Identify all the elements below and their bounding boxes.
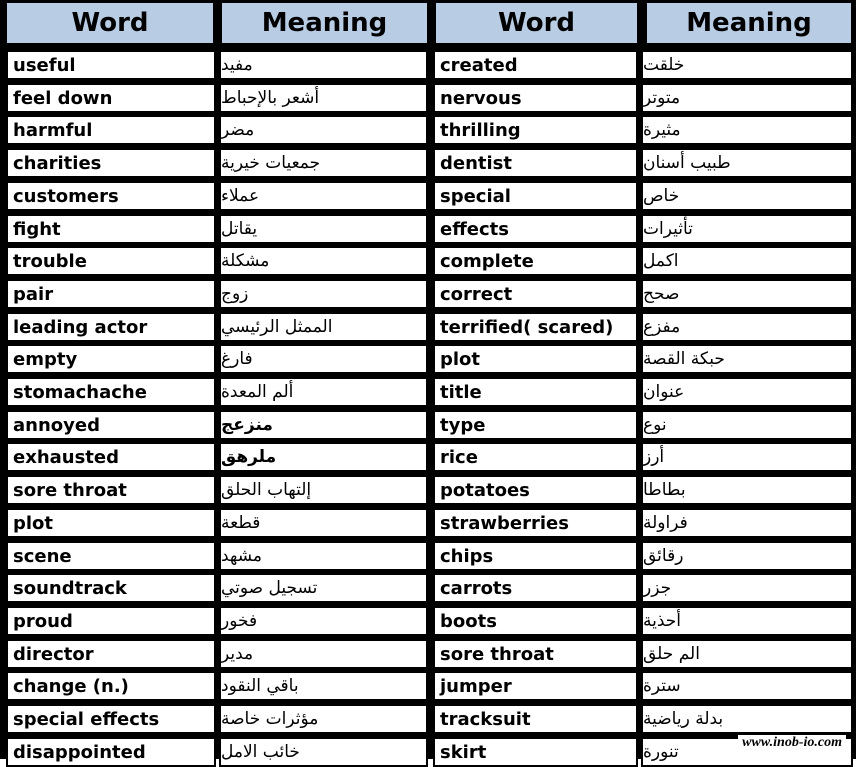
word-cell: dentist <box>433 148 638 178</box>
word-cell: sore throat <box>433 639 638 669</box>
meaning-cell: إلتهاب الحلق <box>219 475 428 505</box>
word-cell: change (n.) <box>6 671 216 701</box>
meaning-cell: مشهد <box>219 541 428 571</box>
meaning-cell: بطاطا <box>641 475 853 505</box>
word-cell: leading actor <box>6 312 216 342</box>
word-cell: harmful <box>6 115 216 145</box>
word-cell: scene <box>6 541 216 571</box>
word-cell: charities <box>6 148 216 178</box>
header-word-right: Word <box>433 0 640 46</box>
meaning-cell: مفزع <box>641 312 853 342</box>
meaning-cell: تسجيل صوتي <box>219 573 428 603</box>
meaning-cell: سترة <box>641 671 853 701</box>
meaning-cell: رقائق <box>641 541 853 571</box>
word-cell: boots <box>433 606 638 636</box>
meaning-cell: بدلة رياضية <box>641 704 853 734</box>
meaning-cell: باقي النقود <box>219 671 428 701</box>
meaning-cell: عنوان <box>641 377 853 407</box>
word-cell: disappointed <box>6 737 216 767</box>
word-cell: feel down <box>6 83 216 113</box>
meaning-cell: مشكلة <box>219 246 428 276</box>
word-cell: created <box>433 50 638 80</box>
meaning-cell: مدير <box>219 639 428 669</box>
word-cell: fight <box>6 214 216 244</box>
meaning-cell: أحذية <box>641 606 853 636</box>
meaning-cell: قطعة <box>219 508 428 538</box>
word-cell: exhausted <box>6 442 216 472</box>
watermark: www.inob-io.com <box>738 735 846 751</box>
word-cell: chips <box>433 541 638 571</box>
word-cell: proud <box>6 606 216 636</box>
word-cell: skirt <box>433 737 638 767</box>
word-cell: plot <box>433 344 638 374</box>
word-cell: jumper <box>433 671 638 701</box>
meaning-cell: أرز <box>641 442 853 472</box>
word-cell: carrots <box>433 573 638 603</box>
header-meaning-right: Meaning <box>644 0 854 46</box>
meaning-cell: صحح <box>641 279 853 309</box>
header-word-left: Word <box>4 0 216 46</box>
meaning-cell: عملاء <box>219 181 428 211</box>
word-cell: rice <box>433 442 638 472</box>
meaning-cell: خاص <box>641 181 853 211</box>
word-cell: special effects <box>6 704 216 734</box>
meaning-cell: خائب الامل <box>219 737 428 767</box>
word-cell: title <box>433 377 638 407</box>
word-cell: nervous <box>433 83 638 113</box>
word-cell: customers <box>6 181 216 211</box>
meaning-cell: فخور <box>219 606 428 636</box>
header-meaning-left: Meaning <box>219 0 430 46</box>
word-cell: empty <box>6 344 216 374</box>
word-cell: correct <box>433 279 638 309</box>
meaning-cell: جزر <box>641 573 853 603</box>
word-cell: potatoes <box>433 475 638 505</box>
word-cell: useful <box>6 50 216 80</box>
word-cell: plot <box>6 508 216 538</box>
meaning-cell: تأثيرات <box>641 214 853 244</box>
word-cell: strawberries <box>433 508 638 538</box>
word-cell: trouble <box>6 246 216 276</box>
word-cell: stomachache <box>6 377 216 407</box>
meaning-cell: جمعيات خيرية <box>219 148 428 178</box>
meaning-cell: حبكة القصة <box>641 344 853 374</box>
meaning-cell: الم حلق <box>641 639 853 669</box>
meaning-cell: مفيد <box>219 50 428 80</box>
meaning-cell: ملرهق <box>219 442 428 472</box>
word-cell: special <box>433 181 638 211</box>
word-cell: pair <box>6 279 216 309</box>
meaning-cell: مضر <box>219 115 428 145</box>
word-cell: effects <box>433 214 638 244</box>
meaning-cell: منزعج <box>219 410 428 440</box>
meaning-cell: فارغ <box>219 344 428 374</box>
meaning-cell: مثيرة <box>641 115 853 145</box>
word-cell: soundtrack <box>6 573 216 603</box>
meaning-cell: طبيب أسنان <box>641 148 853 178</box>
word-cell: terrified( scared) <box>433 312 638 342</box>
meaning-cell: خلقت <box>641 50 853 80</box>
meaning-cell: مؤثرات خاصة <box>219 704 428 734</box>
meaning-cell: فراولة <box>641 508 853 538</box>
word-cell: annoyed <box>6 410 216 440</box>
word-cell: thrilling <box>433 115 638 145</box>
meaning-cell: نوع <box>641 410 853 440</box>
word-cell: tracksuit <box>433 704 638 734</box>
meaning-cell: يقاتل <box>219 214 428 244</box>
meaning-cell: زوج <box>219 279 428 309</box>
meaning-cell: تنورة <box>641 737 853 767</box>
word-cell: type <box>433 410 638 440</box>
meaning-cell: ألم المعدة <box>219 377 428 407</box>
word-cell: director <box>6 639 216 669</box>
word-cell: sore throat <box>6 475 216 505</box>
word-cell: complete <box>433 246 638 276</box>
meaning-cell: أشعر بالإحباط <box>219 83 428 113</box>
meaning-cell: اكمل <box>641 246 853 276</box>
meaning-cell: الممثل الرئيسي <box>219 312 428 342</box>
meaning-cell: متوتر <box>641 83 853 113</box>
